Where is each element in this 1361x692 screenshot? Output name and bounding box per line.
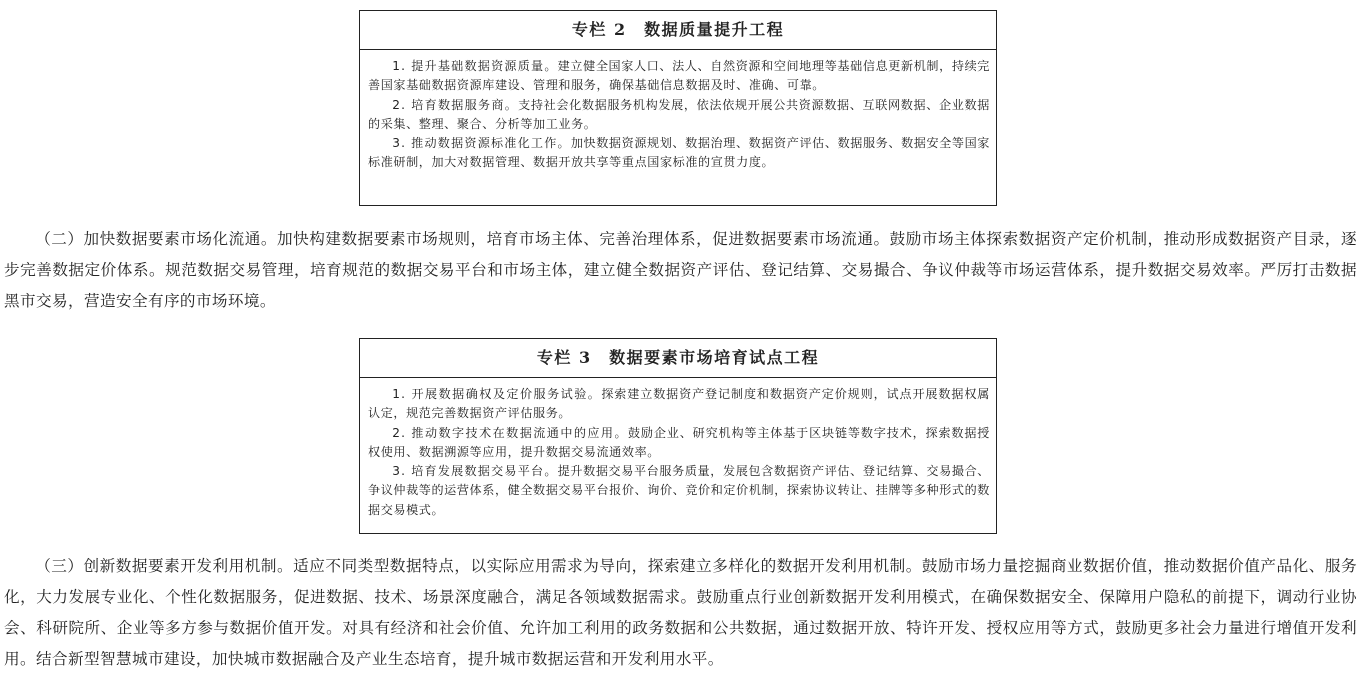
column-box-3-body	[360, 378, 996, 520]
item-lead: 2. 推动数字技术在数据流通中的应用。	[392, 425, 628, 440]
body-paragraph-3: （三）创新数据要素开发利用机制。适应不同类型数据特点，以实际应用需求为导向，探索建立多样化的数据开发利用机制。鼓励市场力量挖掘商业数据价值，推动数据价值产品化、服务化，大力发展专业化、个性化数据服务，促进数据、技术、场景深度融合，满足各领域数据需求。鼓励重点行业创新数据开发利用模式，在确保数据安全、保障用户隐私的前提下，调动行业协会、科研院所、企业等多方参与数据价值开发。对具有经济和社会价值、允许加工利用的政务数据和公共数据，通过数据开放、特许开发、授权应用等方式，鼓励更多社会力量进行增值开发利用。结合新型智慧城市建设，加快城市数据融合及产业生态培育，提升城市数据运营和开发利用水平。	[4, 557, 1357, 668]
column-box-2-title: 专栏 2 数据质量提升工程	[360, 11, 996, 50]
item-text: 探索建立数据资产登记制度和数据资产定价规则，试点开展数据权属认定，规范完善数据资产评估服务。	[368, 387, 990, 421]
item-text: 鼓励企业、研究机构等主体基于区块链等数字技术，探索数据授权使用、数据溯源等应用，提升数据交易流通效率。	[368, 425, 990, 459]
item-text: 提升数据交易平台服务质量，发展包含数据资产评估、登记结算、交易撮合、争议仲裁等的运营体系，健全数据交易平台报价、询价、竞价和定价机制，探索协议转让、挂牌等多种形式的数据交易模式。	[368, 464, 990, 517]
column-box-3-item	[368, 424, 990, 463]
column-box-3	[359, 338, 997, 534]
column-box-3-item	[368, 385, 990, 424]
item-lead: 1. 提升基础数据资源质量。	[392, 59, 558, 73]
column-box-3-title: 专栏 3 数据要素市场培育试点工程	[360, 339, 996, 378]
column-box-2-body	[360, 50, 996, 173]
item-text: 建立健全国家人口、法人、自然资源和空间地理等基础信息更新机制，持续完善国家基础数据资源库建设、管理和服务，确保基础信息数据及时、准确、可靠。	[368, 59, 990, 93]
column-box-2-item	[368, 96, 990, 135]
item-text: 加快数据资源规划、数据治理、数据资产评估、数据服务、数据安全等国家标准研制，加大对数据管理、数据开放共享等重点国家标准的宣贯力度。	[368, 136, 990, 170]
item-lead: 1. 开展数据确权及定价服务试验。	[392, 387, 602, 401]
item-lead: 3. 培育发展数据交易平台。	[392, 464, 558, 479]
item-lead: 3. 推动数据资源标准化工作。	[392, 136, 571, 151]
column-box-2-item	[368, 57, 990, 96]
column-box-2-item	[368, 134, 990, 173]
body-paragraph-2: （二）加快数据要素市场化流通。加快构建数据要素市场规则，培育市场主体、完善治理体系，促进数据要素市场流通。鼓励市场主体探索数据资产定价机制，推动形成数据资产目录，逐步完善数据定价体系。规范数据交易管理，培育规范的数据交易平台和市场主体，建立健全数据资产评估、登记结算、交易撮合、争议仲裁等市场运营体系，提升数据交易效率。严厉打击数据黑市交易，营造安全有序的市场环境。	[4, 230, 1357, 310]
item-text: 支持社会化数据服务机构发展，依法依规开展公共资源数据、互联网数据、企业数据的采集、整理、聚合、分析等加工业务。	[368, 97, 991, 131]
column-box-2	[359, 10, 997, 206]
item-lead: 2. 培育数据服务商。	[392, 97, 519, 112]
column-box-3-item	[368, 462, 990, 520]
